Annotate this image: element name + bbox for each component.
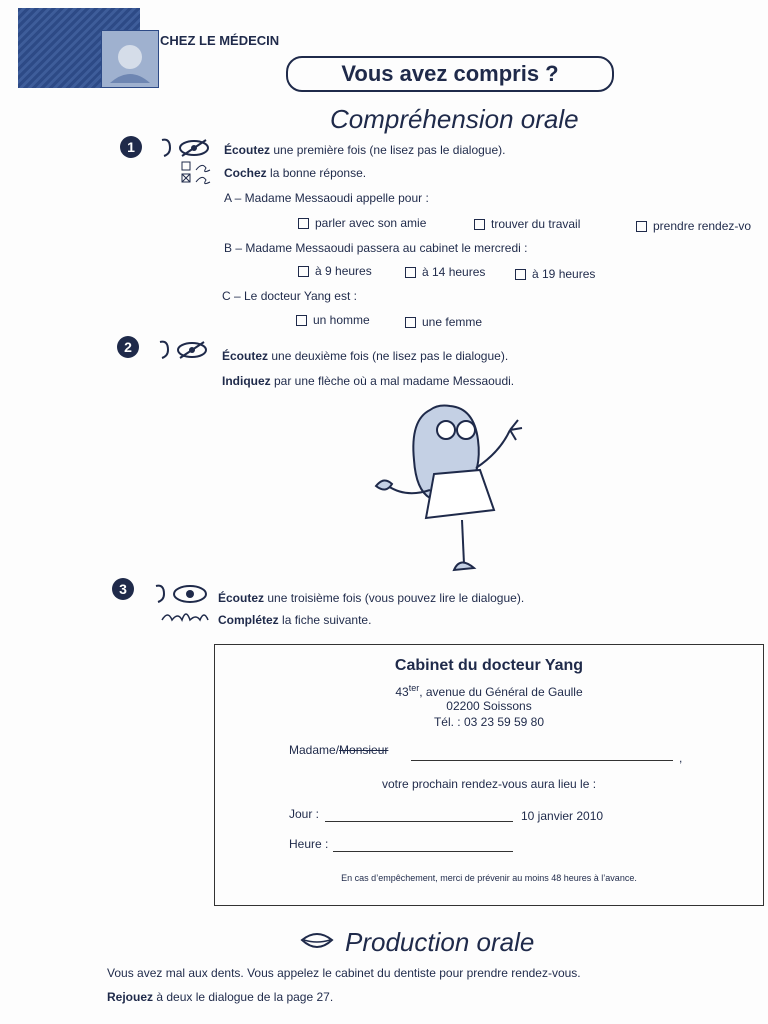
checkbox[interactable] — [474, 219, 485, 230]
checkbox[interactable] — [405, 317, 416, 328]
woman-drawing — [370, 400, 550, 580]
ear-eye-icon — [150, 582, 212, 606]
title-field-label: Madame/Monsieur — [289, 743, 389, 757]
mouth-icon — [300, 930, 334, 952]
exercise-1-number: 1 — [120, 136, 142, 158]
option-c1[interactable]: un homme — [296, 313, 370, 327]
option-a3[interactable]: prendre rendez-vo — [636, 219, 751, 233]
ex2-instruction-2: Indiquez par une flèche où a mal madame Messaoudi. — [222, 374, 515, 388]
checkbox[interactable] — [298, 266, 309, 277]
comprehension-heading: Compréhension orale — [330, 104, 579, 134]
ex3-instruction-2: Complétez la fiche suivante. — [218, 613, 372, 627]
production-line-1: Vous avez mal aux dents. Vous appelez le cabinet du dentiste pour prendre rendez-vous. — [107, 966, 581, 980]
card-title: Cabinet du docteur Yang — [394, 657, 584, 674]
ex1-instruction-1: Écoutez une première fois (ne lisez pas le dialogue). — [224, 143, 506, 157]
card-city: 02200 Soissons — [446, 699, 532, 713]
jour-label: Jour : — [289, 807, 320, 821]
section-tag: CHEZ LE MÉDECIN — [160, 33, 280, 48]
appointment-text: votre prochain rendez-vous aura lieu le : — [381, 777, 597, 791]
option-b3[interactable]: à 19 heures — [515, 267, 595, 281]
option-a2[interactable]: trouver du travail — [474, 217, 580, 231]
appointment-card — [214, 644, 764, 906]
option-c2[interactable]: une femme — [405, 315, 482, 329]
option-b2[interactable]: à 14 heures — [405, 265, 485, 279]
option-b1[interactable]: à 9 heures — [298, 264, 372, 278]
exercise-3-number: 3 — [112, 578, 134, 600]
ex2-instruction-1: Écoutez une deuxième fois (ne lisez pas le dialogue). — [222, 349, 509, 363]
card-note: En cas d’empêchement, merci de prévenir au moins 48 heures à l’avance. — [341, 873, 637, 883]
card-address: $43^{ter}$, avenue du Général de Gaulle — [395, 683, 583, 699]
ex1-instruction-2: Cochez la bonne réponse. — [224, 166, 367, 180]
exercise-2-number: 2 — [117, 336, 139, 358]
heure-label: Heure : — [289, 837, 329, 851]
handwriting-icon — [160, 606, 212, 626]
ear-eye-crossed-icon — [154, 338, 214, 362]
production-line-2: Rejouez à deux le dialogue de la page 27. — [107, 990, 334, 1004]
jour-blank[interactable] — [325, 820, 513, 822]
question-c: C – Le docteur Yang est : — [222, 289, 357, 303]
production-heading: Production orale — [345, 927, 535, 957]
question-a: A – Madame Messaoudi appelle pour : — [224, 191, 429, 205]
jour-value: 10 janvier 2010 — [521, 809, 604, 823]
checkbox[interactable] — [515, 269, 526, 280]
comma: , — [679, 751, 683, 765]
ear-eye-crossed-icon — [156, 136, 216, 160]
option-a1[interactable]: parler avec son amie — [298, 216, 426, 230]
checkbox[interactable] — [636, 221, 647, 232]
checkbox[interactable] — [298, 218, 309, 229]
ex3-instruction-1: Écoutez une troisième fois (vous pouvez lire le dialogue). — [218, 591, 525, 605]
checkbox[interactable] — [296, 315, 307, 326]
checkbox[interactable] — [405, 267, 416, 278]
doctor-photo — [101, 30, 159, 88]
name-blank[interactable] — [411, 759, 673, 761]
heure-blank[interactable] — [333, 850, 513, 852]
question-b: B – Madame Messaoudi passera au cabinet le mercredi : — [224, 241, 528, 255]
checkbox-pen-icon — [180, 160, 216, 186]
card-phone: Tél. : 03 23 59 59 80 — [433, 715, 545, 729]
page-title: Vous avez compris ? — [286, 56, 614, 92]
